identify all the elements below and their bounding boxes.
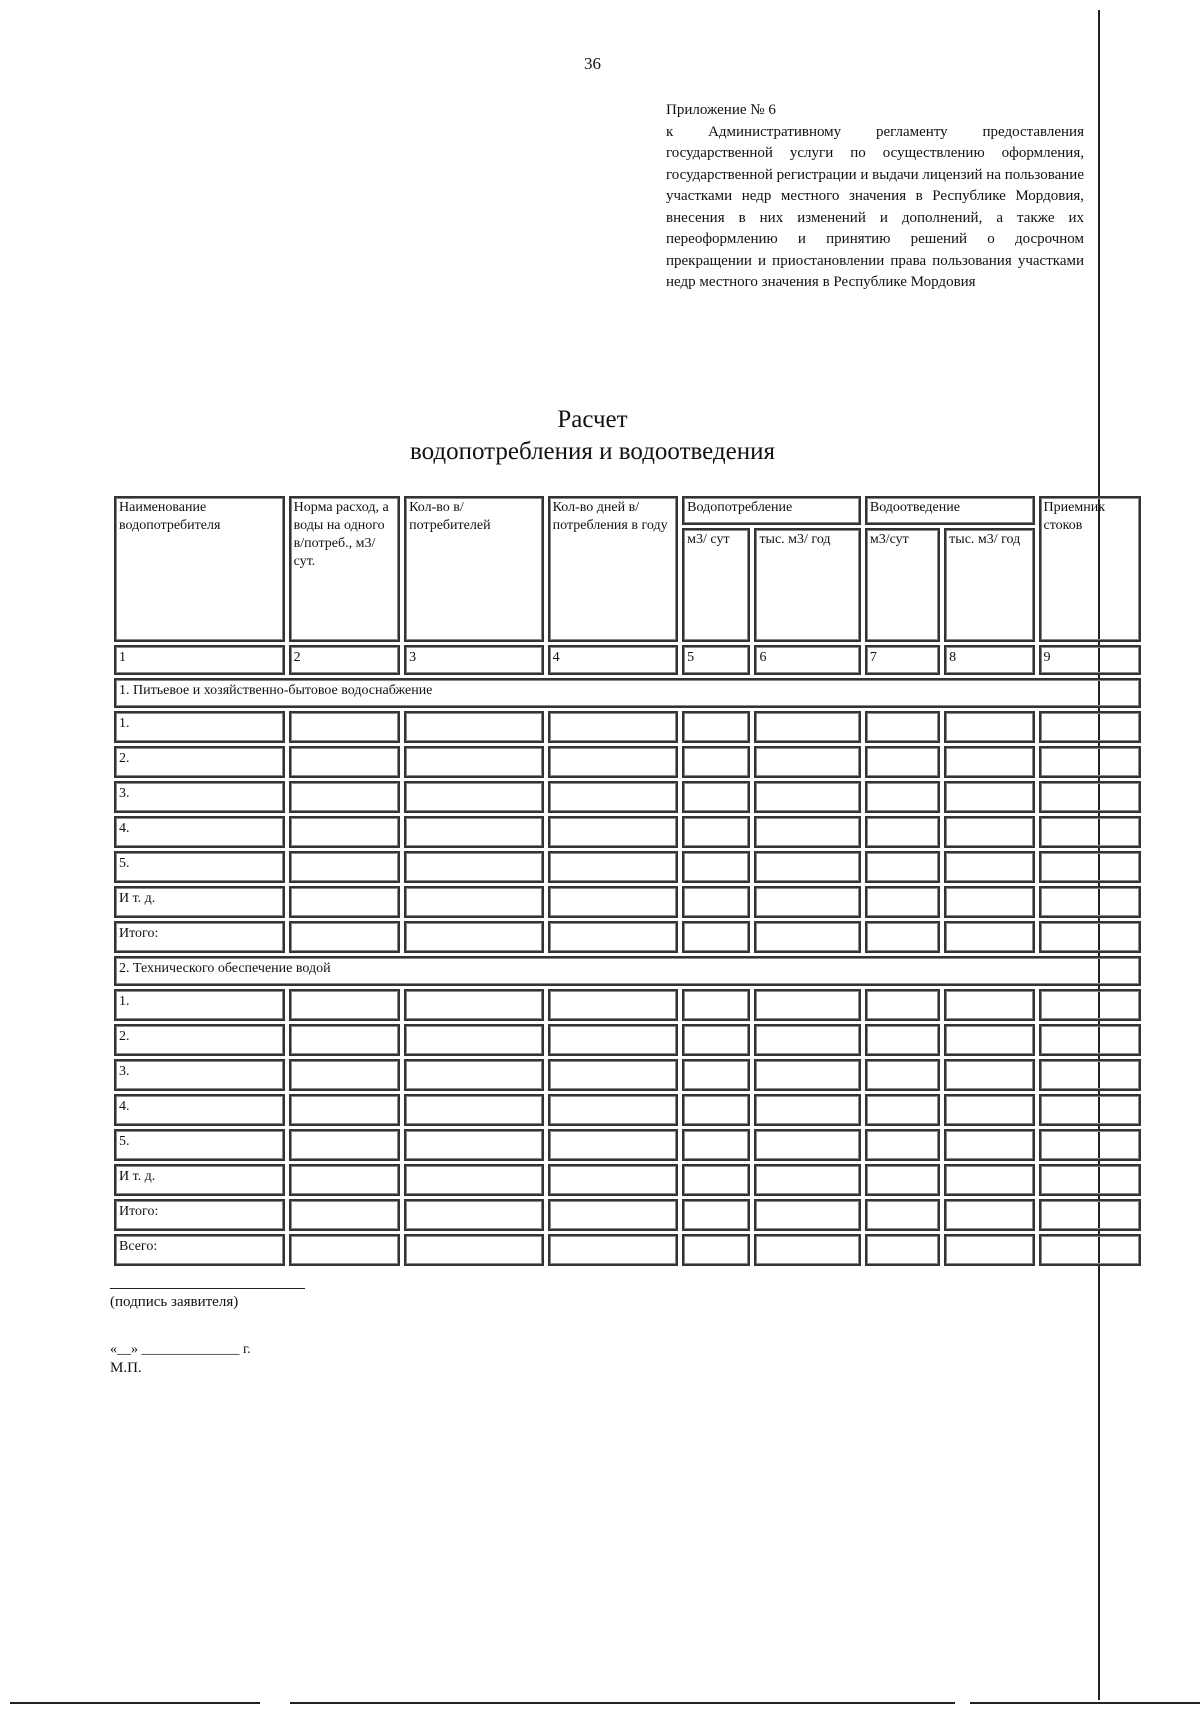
table-cell [865, 886, 940, 918]
table-cell [1039, 1094, 1141, 1126]
column-number: 5 [682, 645, 750, 675]
table-cell [682, 1024, 750, 1056]
header-consumer-count: Кол-во в/потребителей [404, 496, 544, 642]
table-cell [289, 816, 400, 848]
header-m3-day: м3/ сут [682, 528, 750, 642]
column-number: 3 [404, 645, 544, 675]
table-cell [404, 1129, 544, 1161]
table-cell [754, 781, 860, 813]
table-cell [754, 711, 860, 743]
table-cell [1039, 1164, 1141, 1196]
scan-bottom-line [10, 1702, 260, 1704]
table-cell [548, 1164, 679, 1196]
column-number: 9 [1039, 645, 1141, 675]
table-cell [1039, 851, 1141, 883]
table-cell [682, 921, 750, 953]
table-cell [404, 921, 544, 953]
table-cell [1039, 1129, 1141, 1161]
table-cell [289, 1129, 400, 1161]
table-cell [944, 781, 1034, 813]
table-cell [682, 989, 750, 1021]
row-label: 1. [114, 989, 285, 1021]
table-cell [944, 1199, 1034, 1231]
table-cell [548, 1234, 679, 1266]
column-number: 8 [944, 645, 1034, 675]
table-cell [944, 989, 1034, 1021]
table-cell [1039, 816, 1141, 848]
table-cell [404, 851, 544, 883]
table-cell [865, 1199, 940, 1231]
table-cell [548, 886, 679, 918]
table-cell [404, 711, 544, 743]
table-cell [754, 886, 860, 918]
table-cell [944, 886, 1034, 918]
table-cell [1039, 1024, 1141, 1056]
table-cell [682, 781, 750, 813]
table-cell [682, 1234, 750, 1266]
row-label: 4. [114, 816, 285, 848]
document-title [0, 404, 1185, 468]
table-cell [682, 1164, 750, 1196]
row-label: Итого: [114, 921, 285, 953]
table-cell [865, 781, 940, 813]
table-cell [289, 886, 400, 918]
table-cell [865, 711, 940, 743]
table-cell [289, 1024, 400, 1056]
table-cell [404, 989, 544, 1021]
header-thousand-m3-year: тыс. м3/ год [754, 528, 860, 642]
stamp-label: М.П. [110, 1360, 142, 1376]
table-cell [289, 1164, 400, 1196]
table-cell [404, 1094, 544, 1126]
header-thousand-m3-year: тыс. м3/ год [944, 528, 1034, 642]
table-cell [944, 816, 1034, 848]
table-cell [682, 816, 750, 848]
table-cell [944, 746, 1034, 778]
column-number: 1 [114, 645, 285, 675]
table-cell [865, 1024, 940, 1056]
table-cell [1039, 886, 1141, 918]
table-cell [289, 711, 400, 743]
table-cell [682, 1094, 750, 1126]
column-number: 2 [289, 645, 400, 675]
table-cell [682, 1059, 750, 1091]
table-cell [404, 1059, 544, 1091]
table-cell [548, 989, 679, 1021]
table-cell [404, 886, 544, 918]
table-cell [548, 816, 679, 848]
table-cell [754, 1129, 860, 1161]
row-label: 3. [114, 781, 285, 813]
table-cell [548, 851, 679, 883]
table-cell [404, 1199, 544, 1231]
table-cell [682, 851, 750, 883]
table-cell [548, 1024, 679, 1056]
table-cell [1039, 1234, 1141, 1266]
header-norm: Норма расход, а воды на одного в/потреб., м3/сут. [289, 496, 400, 642]
column-number: 6 [754, 645, 860, 675]
table-cell [754, 816, 860, 848]
table-cell [682, 886, 750, 918]
table-cell [944, 1129, 1034, 1161]
appendix-title: Приложение № 6 [666, 102, 776, 118]
row-label: 5. [114, 1129, 285, 1161]
header-receiver: Приемник стоков [1039, 496, 1141, 642]
table-cell [1039, 781, 1141, 813]
table-cell [865, 921, 940, 953]
table-cell [944, 1234, 1034, 1266]
table-cell [754, 989, 860, 1021]
table-cell [944, 1024, 1034, 1056]
table-cell [548, 781, 679, 813]
table-cell [865, 746, 940, 778]
header-consumption: Водопотребление [682, 496, 861, 525]
table-cell [754, 1059, 860, 1091]
table-cell [682, 746, 750, 778]
water-calculation-table [110, 493, 1145, 1269]
header-discharge: Водоотведение [865, 496, 1035, 525]
table-cell [865, 1234, 940, 1266]
date-line: «__» ______________ г. [110, 1342, 251, 1357]
row-label: 2. [114, 1024, 285, 1056]
table-cell [944, 851, 1034, 883]
column-number: 7 [865, 645, 940, 675]
table-cell [754, 1199, 860, 1231]
row-label: Итого: [114, 1199, 285, 1231]
table-cell [944, 921, 1034, 953]
table-cell [682, 1129, 750, 1161]
table-cell [289, 781, 400, 813]
row-label: 5. [114, 851, 285, 883]
section-title: 2. Технического обеспечение водой [114, 956, 1141, 986]
signature-block [110, 1288, 305, 1311]
table-cell [944, 1094, 1034, 1126]
table-cell [289, 1234, 400, 1266]
row-label: 1. [114, 711, 285, 743]
table-cell [865, 1129, 940, 1161]
table-cell [1039, 1199, 1141, 1231]
table-cell [865, 851, 940, 883]
table-cell [289, 746, 400, 778]
row-label: 2. [114, 746, 285, 778]
table-cell [865, 1164, 940, 1196]
table-cell [754, 1024, 860, 1056]
table-cell [754, 1094, 860, 1126]
section-title: 1. Питьевое и хозяйственно-бытовое водоснабжение [114, 678, 1141, 708]
title-line-1: Расчет [557, 406, 628, 433]
table-cell [1039, 746, 1141, 778]
header-consumer-name: Наименование водопотребителя [114, 496, 285, 642]
table-cell [1039, 989, 1141, 1021]
table-cell [944, 1059, 1034, 1091]
table-cell [944, 1164, 1034, 1196]
row-label: И т. д. [114, 886, 285, 918]
header-days: Кол-во дней в/потребления в году [548, 496, 679, 642]
table-cell [944, 711, 1034, 743]
table-cell [548, 711, 679, 743]
table-cell [682, 1199, 750, 1231]
table-cell [682, 711, 750, 743]
table-cell [289, 851, 400, 883]
appendix-note [666, 100, 1084, 294]
table-cell [865, 1094, 940, 1126]
table-cell [754, 746, 860, 778]
table-cell [1039, 921, 1141, 953]
table-cell [548, 1059, 679, 1091]
table-cell [289, 989, 400, 1021]
table-cell [404, 1024, 544, 1056]
table-cell [548, 921, 679, 953]
row-label: 4. [114, 1094, 285, 1126]
table-cell [1039, 1059, 1141, 1091]
table-cell [404, 781, 544, 813]
table-cell [1039, 711, 1141, 743]
scan-bottom-line [970, 1702, 1200, 1704]
signature-line [110, 1288, 305, 1289]
table-cell [754, 1164, 860, 1196]
table-cell [754, 921, 860, 953]
table-cell [754, 1234, 860, 1266]
title-line-2: водопотребления и водоотведения [409, 438, 776, 465]
table-cell [865, 816, 940, 848]
table-cell [289, 1059, 400, 1091]
table-cell [404, 1234, 544, 1266]
page-number: 36 [584, 54, 601, 73]
table-cell [865, 1059, 940, 1091]
row-label: И т. д. [114, 1164, 285, 1196]
table-cell [404, 1164, 544, 1196]
table-cell [289, 1094, 400, 1126]
table-cell [404, 746, 544, 778]
table-cell [865, 989, 940, 1021]
header-m3-day: м3/сут [865, 528, 940, 642]
table-cell [548, 1129, 679, 1161]
table-cell [548, 1199, 679, 1231]
scan-bottom-line [290, 1702, 955, 1704]
row-label: Всего: [114, 1234, 285, 1266]
table-cell [404, 816, 544, 848]
table-cell [548, 746, 679, 778]
table-cell [548, 1094, 679, 1126]
table-cell [754, 851, 860, 883]
row-label: 3. [114, 1059, 285, 1091]
column-number: 4 [548, 645, 679, 675]
table-cell [289, 1199, 400, 1231]
appendix-text: к Административному регламенту предоставления государственной услуги по осуществлению оформления, государственной регистрации и выдачи лицензий на пользование участками недр местного значения в Республике Мордовия, внесения в них изменений и дополнений, а также их переоформлению и принятию решений о досрочном прекращении и приостановлении права пользования участками недр местного значения в Республике Мордовия [666, 123, 1084, 290]
signature-label: (подпись заявителя) [110, 1294, 239, 1310]
table-cell [289, 921, 400, 953]
